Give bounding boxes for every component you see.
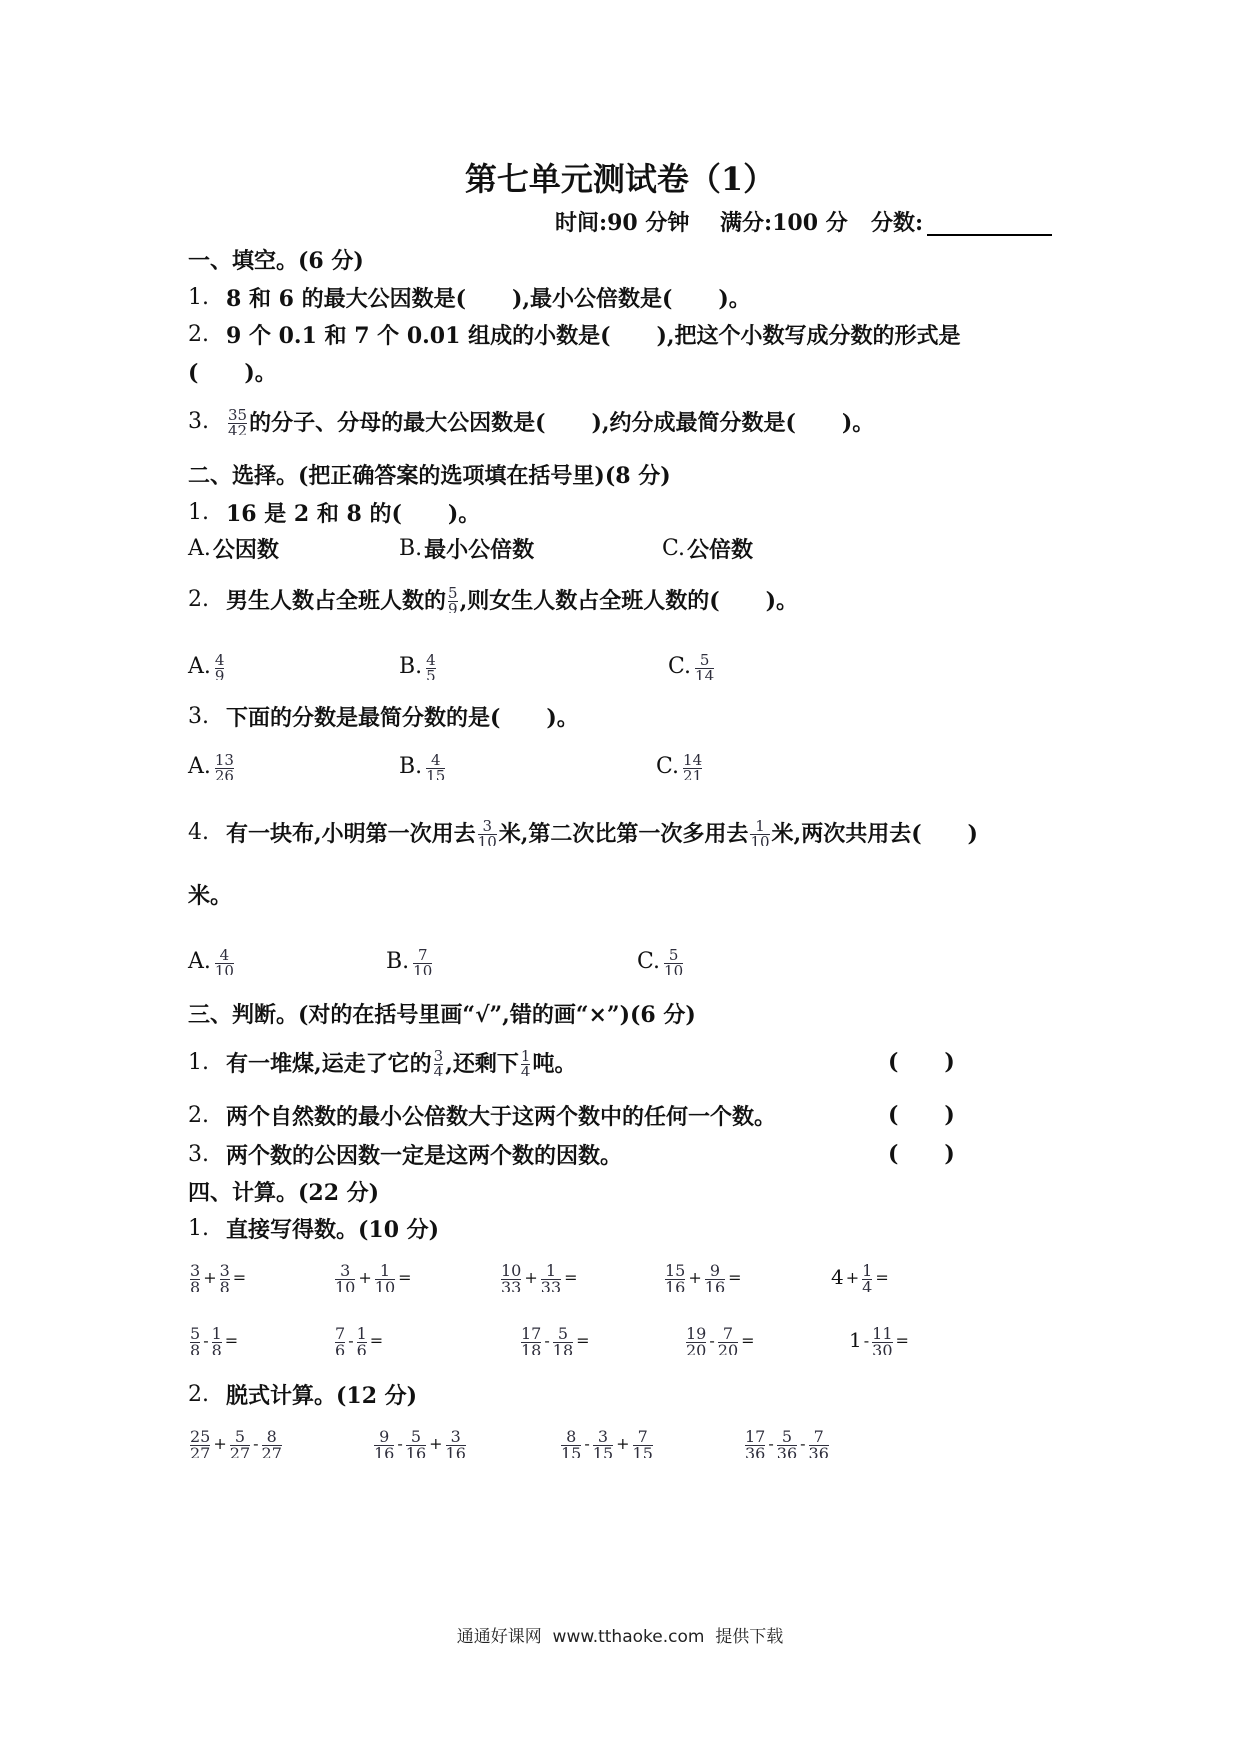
question-number: 3. [188, 408, 209, 434]
denominator: 16 [406, 1445, 426, 1458]
equals-sign: = [232, 1267, 247, 1287]
option-text: 公倍数 [687, 536, 754, 563]
fraction [426, 753, 445, 780]
fraction [212, 1326, 222, 1355]
denominator: 6 [357, 1342, 367, 1355]
denominator: 8 [190, 1279, 200, 1292]
question-number: 2. [188, 1102, 209, 1128]
option-a [188, 748, 236, 784]
option-c [662, 530, 753, 566]
fraction [228, 408, 247, 435]
denominator: 27 [190, 1445, 210, 1458]
numerator: 7 [722, 1325, 734, 1343]
numerator: 3 [597, 1428, 609, 1446]
denominator: 4 [862, 1279, 872, 1292]
denominator: 20 [718, 1342, 738, 1355]
option-label: B. [399, 753, 423, 779]
subsection-title [188, 1210, 439, 1246]
numerator: 1 [545, 1262, 557, 1280]
denominator: 10 [335, 1279, 355, 1292]
fraction [215, 753, 234, 780]
fraction [541, 1263, 561, 1292]
question-number: 2. [188, 586, 209, 612]
denominator: 18 [521, 1342, 541, 1355]
fraction [809, 1429, 829, 1458]
question-number: 1. [188, 284, 209, 310]
option-c [668, 648, 716, 684]
operator: - [397, 1433, 403, 1453]
option-text: 最小公倍数 [424, 536, 535, 563]
fraction [190, 1326, 200, 1355]
fraction [686, 1326, 706, 1355]
denominator: 10 [664, 963, 683, 975]
numerator: 8 [266, 1428, 277, 1446]
numerator: 4 [430, 752, 441, 769]
option-b [386, 943, 434, 979]
denominator: 36 [809, 1445, 829, 1458]
question-number: 4. [188, 819, 209, 845]
calc-expression [333, 1259, 413, 1295]
equals-sign: = [564, 1267, 578, 1287]
question [188, 1044, 576, 1080]
denominator: 15 [426, 768, 445, 780]
operator: - [709, 1330, 715, 1350]
time-info: 时间:90 分钟 [555, 209, 690, 236]
fraction [705, 1263, 725, 1292]
fraction [553, 1326, 573, 1355]
option-label: C. [668, 653, 692, 679]
fraction [665, 1263, 685, 1292]
full-score-info: 满分:100 分 [720, 209, 848, 236]
page-title: 第七单元测试卷（1） [464, 160, 776, 198]
question-continuation: ( )。 [188, 359, 277, 386]
option-label: C. [662, 535, 686, 561]
fraction [478, 819, 497, 846]
section-heading-choice: 二、选择。(把正确答案的选项填在括号里)(8 分) [188, 462, 671, 489]
fraction [426, 653, 436, 680]
fraction [406, 1429, 426, 1458]
question [188, 279, 751, 315]
option-b [399, 530, 534, 566]
question-text: 有一块布,小明第一次用去 [226, 820, 476, 847]
question-text: 米,两次共用去( ) [771, 820, 978, 847]
calc-expression [663, 1259, 743, 1295]
whole-number: 1 [849, 1328, 862, 1352]
denominator: 4 [521, 1064, 531, 1076]
numerator: 1 [520, 1048, 531, 1065]
calc-expression [333, 1322, 384, 1358]
denominator: 14 [695, 668, 714, 680]
operator: - [800, 1433, 806, 1453]
fraction [501, 1263, 521, 1292]
equals-sign: = [895, 1330, 909, 1350]
denominator: 10 [375, 1279, 395, 1292]
operator: - [348, 1330, 354, 1350]
score-label: 分数: [871, 209, 924, 236]
numerator: 3 [482, 818, 492, 835]
operator: + [845, 1267, 860, 1287]
numerator: 4 [426, 652, 436, 669]
question-number: 3. [188, 1141, 209, 1167]
denominator: 4 [434, 1064, 444, 1076]
numerator: 1 [862, 1262, 873, 1280]
numerator: 7 [813, 1428, 824, 1446]
score-blank-line [927, 234, 1052, 236]
fraction [683, 753, 702, 780]
question-number: 1. [188, 1049, 209, 1075]
numerator: 5 [668, 947, 679, 964]
fraction [633, 1429, 653, 1458]
numerator: 17 [745, 1428, 766, 1446]
calc-expression [372, 1425, 468, 1461]
footer-source: 通通好课网 www.tthaoke.com 提供下载 [456, 1627, 784, 1647]
fraction [521, 1049, 531, 1076]
denominator: 8 [220, 1279, 230, 1292]
question [188, 814, 978, 850]
fraction [695, 653, 714, 680]
question-text: 两个自然数的最小公倍数大于这两个数中的任何一个数。 [226, 1103, 777, 1130]
question [188, 494, 480, 530]
answer-parentheses: ( ) [888, 1141, 955, 1167]
operator: - [863, 1330, 870, 1350]
numerator: 3 [190, 1262, 201, 1280]
calc-expression [684, 1322, 756, 1358]
numerator: 7 [417, 947, 428, 964]
calc-expression [743, 1425, 831, 1461]
denominator: 36 [745, 1445, 765, 1458]
numerator: 25 [190, 1428, 211, 1446]
fraction [357, 1326, 367, 1355]
numerator: 5 [448, 585, 458, 602]
question [188, 1136, 622, 1172]
denominator: 20 [686, 1342, 706, 1355]
equals-sign: = [398, 1267, 412, 1287]
option-c [637, 943, 685, 979]
denominator: 21 [683, 768, 702, 780]
option-label: B. [399, 535, 423, 561]
denominator: 33 [501, 1279, 521, 1292]
option-label: B. [386, 948, 410, 974]
numerator: 5 [699, 652, 710, 669]
denominator: 30 [872, 1342, 892, 1355]
calc-expression [188, 1259, 247, 1295]
question-text: 米,第二次比第一次多用去 [498, 820, 749, 847]
numerator: 4 [214, 652, 225, 669]
denominator: 15 [593, 1445, 613, 1458]
denominator: 9 [448, 601, 458, 613]
fraction [374, 1429, 394, 1458]
numerator: 9 [709, 1262, 721, 1280]
question-text: 的分子、分母的最大公因数是( ),约分成最简分数是( )。 [249, 409, 875, 436]
numerator: 1 [356, 1325, 367, 1343]
fraction [190, 1263, 200, 1292]
numerator: 9 [379, 1428, 390, 1446]
operator: - [203, 1330, 209, 1350]
question-text: 9 个 0.1 和 7 个 0.01 组成的小数是( ),把这个小数写成分数的形式是 [226, 322, 961, 349]
operator: + [688, 1267, 702, 1287]
numerator: 7 [637, 1428, 648, 1446]
denominator: 33 [541, 1279, 561, 1292]
fraction [335, 1326, 345, 1355]
fraction [862, 1263, 872, 1292]
denominator: 8 [190, 1342, 200, 1355]
denominator: 10 [750, 834, 769, 846]
fraction [521, 1326, 541, 1355]
option-b [399, 748, 447, 784]
question-text: ,还剩下 [445, 1050, 519, 1077]
numerator: 35 [228, 407, 248, 424]
denominator: 16 [446, 1445, 466, 1458]
fraction [446, 1429, 466, 1458]
option-label: B. [399, 653, 423, 679]
fraction [561, 1429, 581, 1458]
denominator: 16 [705, 1279, 725, 1292]
question-text: 16 是 2 和 8 的( )。 [226, 500, 481, 527]
denominator: 15 [633, 1445, 653, 1458]
equals-sign: = [369, 1330, 384, 1350]
question [188, 698, 579, 734]
operator: + [213, 1433, 227, 1453]
question-number: 3. [188, 703, 209, 729]
numerator: 14 [683, 752, 703, 769]
numerator: 10 [501, 1262, 522, 1280]
fraction [434, 1049, 444, 1076]
fraction [375, 1263, 395, 1292]
denominator: 10 [215, 963, 234, 975]
operator: + [203, 1267, 217, 1287]
numerator: 8 [566, 1428, 577, 1446]
question-continuation: 米。 [188, 882, 233, 909]
calc-expression [188, 1322, 239, 1358]
option-text: 公因数 [212, 536, 279, 563]
denominator: 10 [413, 963, 432, 975]
denominator: 6 [335, 1342, 345, 1355]
numerator: 3 [340, 1262, 351, 1280]
option-a [188, 943, 236, 979]
option-label: C. [637, 948, 661, 974]
question [188, 1097, 776, 1133]
fraction [215, 653, 225, 680]
numerator: 19 [686, 1325, 707, 1343]
operator: + [616, 1433, 630, 1453]
denominator: 16 [374, 1445, 394, 1458]
question-text: ,则女生人数占全班人数的( )。 [459, 587, 798, 614]
denominator: 5 [426, 668, 436, 680]
question [188, 581, 798, 617]
numerator: 4 [219, 947, 230, 964]
denominator: 9 [215, 668, 225, 680]
fraction [335, 1263, 355, 1292]
numerator: 7 [335, 1325, 346, 1343]
option-label: A. [188, 535, 211, 561]
numerator: 1 [211, 1325, 222, 1343]
fraction [777, 1429, 797, 1458]
calc-expression [188, 1425, 284, 1461]
numerator: 5 [557, 1325, 569, 1343]
equals-sign: = [875, 1267, 889, 1287]
fraction [593, 1429, 613, 1458]
fraction [413, 948, 432, 975]
operator: - [768, 1433, 774, 1453]
question-number: 2. [188, 321, 209, 347]
numerator: 5 [781, 1428, 793, 1446]
calc-expression [519, 1322, 591, 1358]
numerator: 1 [755, 818, 765, 835]
subsection-text: 脱式计算。(12 分) [226, 1382, 418, 1409]
numerator: 5 [190, 1325, 201, 1343]
question-number: 1. [188, 1215, 209, 1241]
equals-sign: = [224, 1330, 239, 1350]
subsection-title [188, 1376, 417, 1412]
fraction [872, 1326, 892, 1355]
denominator: 26 [215, 768, 234, 780]
denominator: 27 [262, 1445, 282, 1458]
denominator: 42 [228, 423, 247, 435]
numerator: 5 [410, 1428, 422, 1446]
question-number: 2. [188, 1381, 209, 1407]
operator: - [253, 1433, 259, 1453]
operator: - [584, 1433, 590, 1453]
question-text: 男生人数占全班人数的 [226, 587, 447, 614]
operator: + [429, 1433, 443, 1453]
option-c [656, 748, 704, 784]
numerator: 3 [450, 1428, 461, 1446]
equals-sign: = [741, 1330, 755, 1350]
denominator: 36 [777, 1445, 797, 1458]
calc-expression [499, 1259, 579, 1295]
question [188, 316, 961, 352]
question-text: 有一堆煤,运走了它的 [226, 1050, 432, 1077]
option-b [399, 648, 438, 684]
numerator: 13 [214, 752, 234, 769]
question-text: 8 和 6 的最大公因数是( ),最小公倍数是( )。 [226, 285, 751, 312]
denominator: 27 [230, 1445, 250, 1458]
fraction [448, 586, 458, 613]
fraction [220, 1263, 230, 1292]
operator: + [358, 1267, 372, 1287]
denominator: 15 [561, 1445, 581, 1458]
numerator: 11 [872, 1325, 893, 1343]
option-label: A. [188, 948, 211, 974]
question-text: 下面的分数是最简分数的是( )。 [226, 704, 579, 731]
fraction [190, 1429, 210, 1458]
option-label: A. [188, 753, 211, 779]
option-a [188, 530, 279, 566]
numerator: 1 [379, 1262, 391, 1280]
question [188, 403, 874, 439]
section-heading-fill-in: 一、填空。(6 分) [188, 247, 364, 274]
fraction [750, 819, 769, 846]
fraction [262, 1429, 282, 1458]
numerator: 5 [234, 1428, 246, 1446]
section-heading-judge: 三、判断。(对的在括号里画“√”,错的画“×”)(6 分) [188, 1001, 696, 1028]
calc-expression [831, 1259, 890, 1295]
whole-number: 4 [831, 1265, 844, 1289]
operator: + [524, 1267, 538, 1287]
question-text: 吨。 [532, 1050, 577, 1077]
fraction [718, 1326, 738, 1355]
equals-sign: = [576, 1330, 590, 1350]
section-heading-calc: 四、计算。(22 分) [188, 1179, 380, 1206]
option-label: A. [188, 653, 211, 679]
equals-sign: = [728, 1267, 742, 1287]
denominator: 8 [212, 1342, 222, 1355]
numerator: 15 [665, 1262, 686, 1280]
fraction [230, 1429, 250, 1458]
calc-expression [559, 1425, 655, 1461]
denominator: 16 [665, 1279, 685, 1292]
numerator: 17 [521, 1325, 542, 1343]
denominator: 10 [478, 834, 497, 846]
subsection-text: 直接写得数。(10 分) [226, 1216, 440, 1243]
question-number: 1. [188, 499, 209, 525]
numerator: 3 [433, 1048, 444, 1065]
option-a [188, 648, 226, 684]
denominator: 18 [553, 1342, 573, 1355]
operator: - [544, 1330, 550, 1350]
numerator: 3 [219, 1262, 230, 1280]
fraction [215, 948, 234, 975]
fraction [745, 1429, 765, 1458]
option-label: C. [656, 753, 680, 779]
answer-parentheses: ( ) [888, 1049, 955, 1075]
calc-expression [849, 1322, 910, 1358]
fraction [664, 948, 683, 975]
answer-parentheses: ( ) [888, 1102, 955, 1128]
question-text: 两个数的公因数一定是这两个数的因数。 [226, 1142, 623, 1169]
